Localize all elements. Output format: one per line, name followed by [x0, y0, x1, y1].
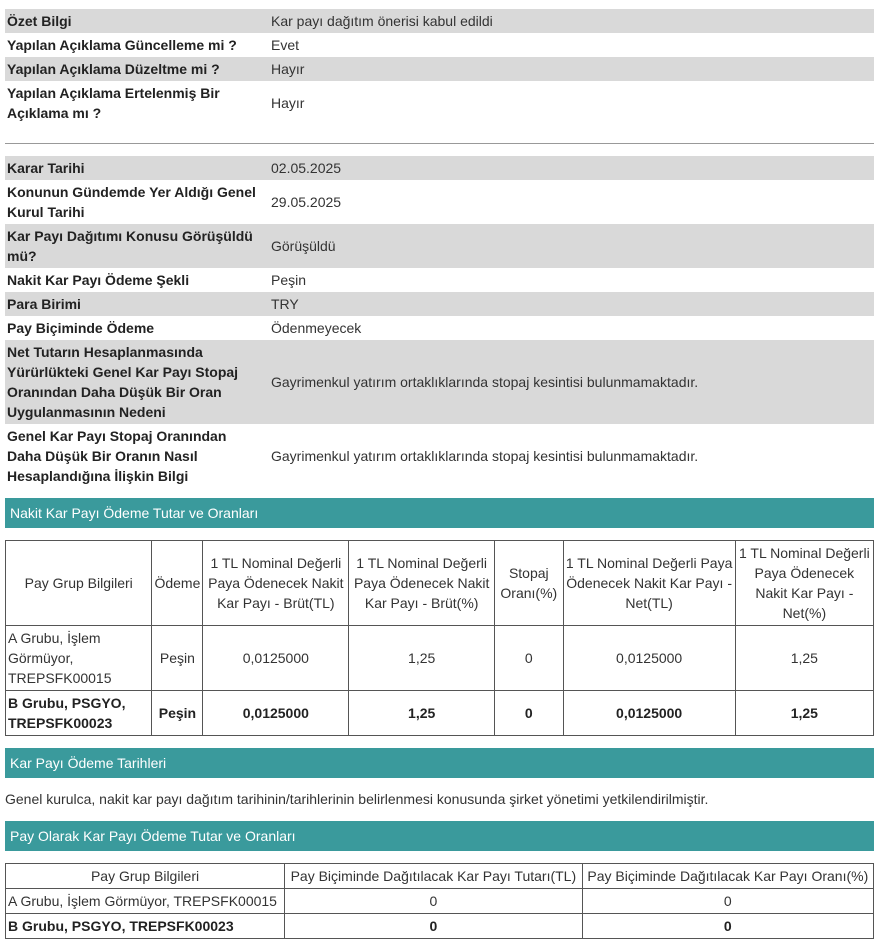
cash-dividend-table: [5, 540, 874, 736]
details-row: [5, 292, 874, 316]
details-value: Gayrimenkul yatırım ortaklıklarında stopaj kesintisi bulunmamaktadır.: [271, 448, 699, 464]
details-value: Ödenmeyecek: [271, 320, 362, 336]
summary-value: Kar payı dağıtım önerisi kabul edildi: [266, 9, 874, 33]
details-value: 29.05.2025: [271, 194, 342, 210]
details-label: Karar Tarihi: [5, 156, 266, 180]
details-label: Net Tutarın Hesaplanmasında Yürürlükteki Genel Kar Payı Stopaj Oranından Daha Düşük Bir Oran Uygulanmasının Nedeni: [5, 340, 266, 424]
table-cell: 1,25: [349, 626, 495, 691]
share-group-cell: A Grubu, İşlem Görmüyor, TREPSFK00015: [6, 626, 152, 691]
table-row: [6, 889, 874, 914]
table-cell: Peşin: [152, 691, 203, 736]
summary-label: Yapılan Açıklama Ertelenmiş Bir Açıklama mı ?: [7, 85, 220, 121]
details-row: [5, 224, 874, 268]
summary-row: [5, 81, 874, 125]
table-cell: 1,25: [735, 691, 873, 736]
column-header: 1 TL Nominal Değerli Paya Ödenecek Nakit Kar Payı - Net(TL): [563, 541, 735, 626]
details-row: [5, 268, 874, 292]
table-cell: 0: [285, 889, 583, 914]
table-cell: 0: [285, 914, 583, 939]
details-label: Nakit Kar Payı Ödeme Şekli: [7, 272, 190, 288]
summary-value: Hayır: [271, 95, 305, 111]
column-header: Pay Grup Bilgileri: [6, 864, 285, 889]
details-row: [5, 156, 874, 180]
summary-value: Evet: [271, 37, 300, 53]
details-value: TRY: [266, 292, 874, 316]
stock-dividend-table: [5, 863, 874, 939]
details-label: Pay Biçiminde Ödeme: [7, 320, 155, 336]
column-header: Ödeme: [152, 541, 203, 626]
payment-dates-note: Genel kurulca, nakit kar payı dağıtım tarihinin/tarihlerinin belirlenmesi konusunda şirket yönetimi yetkilendirilmiştir.: [5, 791, 709, 807]
table-cell: 0: [495, 691, 564, 736]
table-cell: 0,0125000: [203, 691, 349, 736]
details-value: Görüşüldü: [266, 224, 874, 268]
table-cell: 1,25: [349, 691, 495, 736]
details-table: [5, 156, 874, 488]
details-label: Kar Payı Dağıtımı Konusu Görüşüldü mü?: [5, 224, 266, 268]
table-cell: 0: [582, 889, 873, 914]
details-row: [5, 316, 874, 340]
column-header: 1 TL Nominal Değerli Paya Ödenecek Nakit Kar Payı - Brüt(TL): [203, 541, 349, 626]
column-header: Pay Grup Bilgileri: [6, 541, 152, 626]
details-value: Gayrimenkul yatırım ortaklıklarında stopaj kesintisi bulunmamaktadır.: [266, 340, 874, 424]
summary-row: [5, 33, 874, 57]
details-label: Para Birimi: [5, 292, 266, 316]
summary-label: Yapılan Açıklama Güncelleme mi ?: [7, 37, 237, 53]
table-cell: 0,0125000: [563, 626, 735, 691]
column-header: 1 TL Nominal Değerli Paya Ödenecek Nakit Kar Payı - Net(%): [735, 541, 873, 626]
column-header: 1 TL Nominal Değerli Paya Ödenecek Nakit Kar Payı - Brüt(%): [349, 541, 495, 626]
share-group-cell: A Grubu, İşlem Görmüyor, TREPSFK00015: [6, 889, 285, 914]
table-row: [6, 691, 874, 736]
table-cell: 0,0125000: [563, 691, 735, 736]
table-row: [6, 914, 874, 939]
divider: [5, 143, 874, 144]
details-row: [5, 180, 874, 224]
table-cell: 0: [495, 626, 564, 691]
column-header: Pay Biçiminde Dağıtılacak Kar Payı Tutarı(TL): [285, 864, 583, 889]
details-label: Genel Kar Payı Stopaj Oranından Daha Düşük Bir Oranın Nasıl Hesaplandığına İlişkin Bilgi: [7, 428, 227, 484]
summary-row: [5, 57, 874, 81]
table-cell: 0,0125000: [203, 626, 349, 691]
details-value: 02.05.2025: [266, 156, 874, 180]
share-group-cell: B Grubu, PSGYO, TREPSFK00023: [6, 914, 285, 939]
column-header: Stopaj Oranı(%): [495, 541, 564, 626]
column-header: Pay Biçiminde Dağıtılacak Kar Payı Oranı(%): [582, 864, 873, 889]
details-label: Konunun Gündemde Yer Aldığı Genel Kurul Tarihi: [7, 184, 256, 220]
share-group-cell: B Grubu, PSGYO, TREPSFK00023: [6, 691, 152, 736]
details-row: [5, 424, 874, 488]
summary-table: [5, 9, 874, 125]
stock-dividend-section-title: Pay Olarak Kar Payı Ödeme Tutar ve Oranları: [5, 821, 874, 851]
table-cell: Peşin: [152, 626, 203, 691]
details-row: [5, 340, 874, 424]
details-value: Peşin: [271, 272, 307, 288]
table-cell: 1,25: [735, 626, 873, 691]
table-cell: 0: [582, 914, 873, 939]
summary-label: Özet Bilgi: [5, 9, 266, 33]
summary-row: [5, 9, 874, 33]
summary-label: Yapılan Açıklama Düzeltme mi ?: [5, 57, 266, 81]
payment-dates-section-title: Kar Payı Ödeme Tarihleri: [5, 748, 874, 778]
table-row: [6, 626, 874, 691]
cash-dividend-section-title: Nakit Kar Payı Ödeme Tutar ve Oranları: [5, 498, 874, 528]
summary-value: Hayır: [266, 57, 874, 81]
